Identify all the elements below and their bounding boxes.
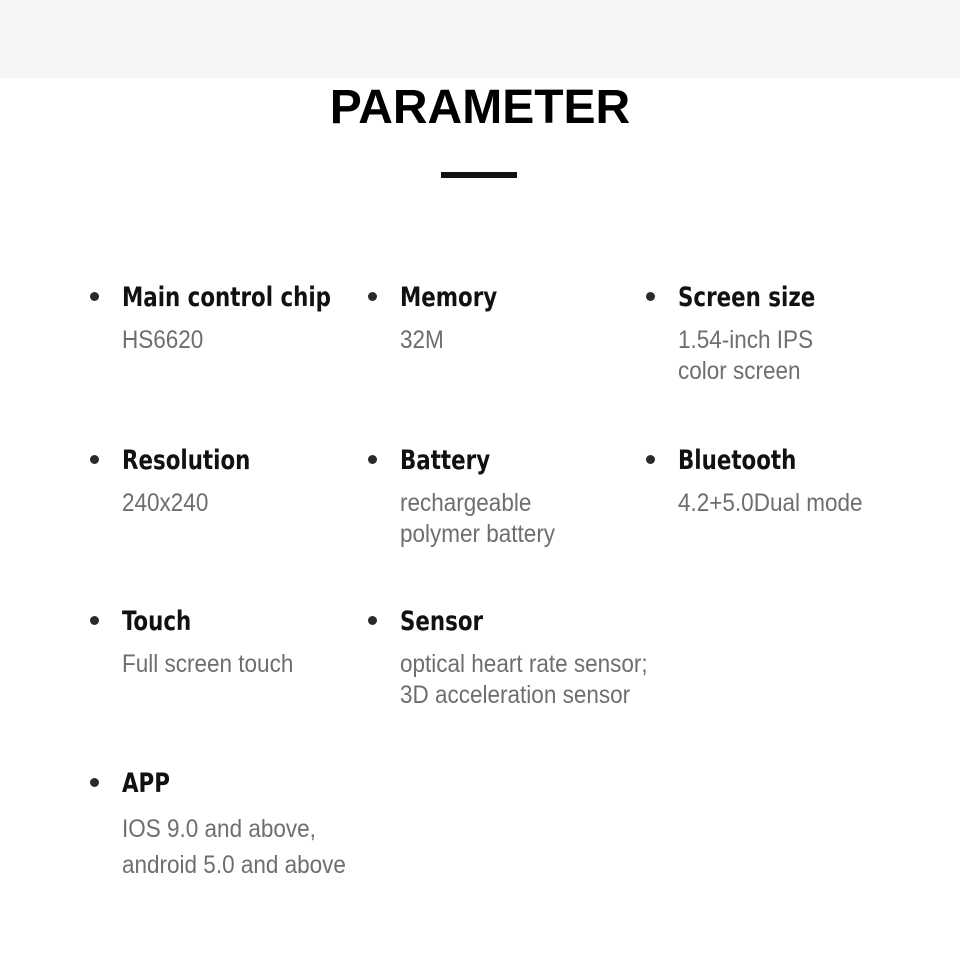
param-value-line: HS6620	[122, 326, 204, 354]
param-value-line: IOS 9.0 and above,	[122, 815, 316, 843]
param-name: Touch	[122, 606, 192, 637]
param-name: APP	[122, 768, 170, 799]
bullet-icon	[368, 292, 377, 301]
page-title: PARAMETER	[329, 81, 631, 134]
param-name: Memory	[400, 282, 498, 313]
bullet-icon	[90, 778, 99, 787]
param-value-line: 4.2+5.0Dual mode	[678, 489, 863, 517]
param-value	[122, 811, 374, 883]
bullet-icon	[368, 616, 377, 625]
param-name: Bluetooth	[678, 445, 797, 476]
param-value	[678, 488, 930, 519]
param-value-line: Full screen touch	[122, 650, 294, 678]
param-main-control-chip	[122, 283, 402, 356]
param-value-line: polymer battery	[400, 520, 556, 548]
param-value	[400, 325, 652, 356]
title-underline	[441, 172, 517, 178]
top-band	[0, 0, 960, 78]
param-resolution	[122, 446, 402, 519]
param-app	[122, 769, 402, 883]
param-value-line: 32M	[400, 326, 444, 354]
param-memory	[400, 283, 680, 356]
param-value-line: 1.54-inch IPS	[678, 326, 814, 354]
param-value-line: rechargeable	[400, 489, 532, 517]
param-name: Resolution	[122, 445, 251, 476]
param-value-line: 240x240	[122, 489, 209, 517]
param-value	[400, 488, 652, 550]
param-value-line: 3D acceleration sensor	[400, 681, 631, 709]
param-name: Screen size	[678, 282, 816, 313]
param-name: Main control chip	[122, 282, 331, 313]
param-value-line: color screen	[678, 357, 801, 385]
bullet-icon	[90, 455, 99, 464]
bullet-icon	[90, 616, 99, 625]
param-sensor	[400, 607, 680, 711]
param-value-line: optical heart rate sensor;	[400, 650, 648, 678]
param-value-line: android 5.0 and above	[122, 851, 346, 879]
param-name: Battery	[400, 445, 491, 476]
param-value	[122, 325, 374, 356]
param-value	[122, 649, 374, 680]
param-value	[400, 649, 652, 711]
bullet-icon	[646, 292, 655, 301]
param-touch	[122, 607, 402, 680]
param-battery	[400, 446, 680, 550]
param-value	[122, 488, 374, 519]
param-bluetooth	[678, 446, 958, 519]
param-screen-size	[678, 283, 958, 387]
bullet-icon	[368, 455, 377, 464]
bullet-icon	[646, 455, 655, 464]
param-value	[678, 325, 930, 387]
bullet-icon	[90, 292, 99, 301]
param-name: Sensor	[400, 606, 484, 637]
